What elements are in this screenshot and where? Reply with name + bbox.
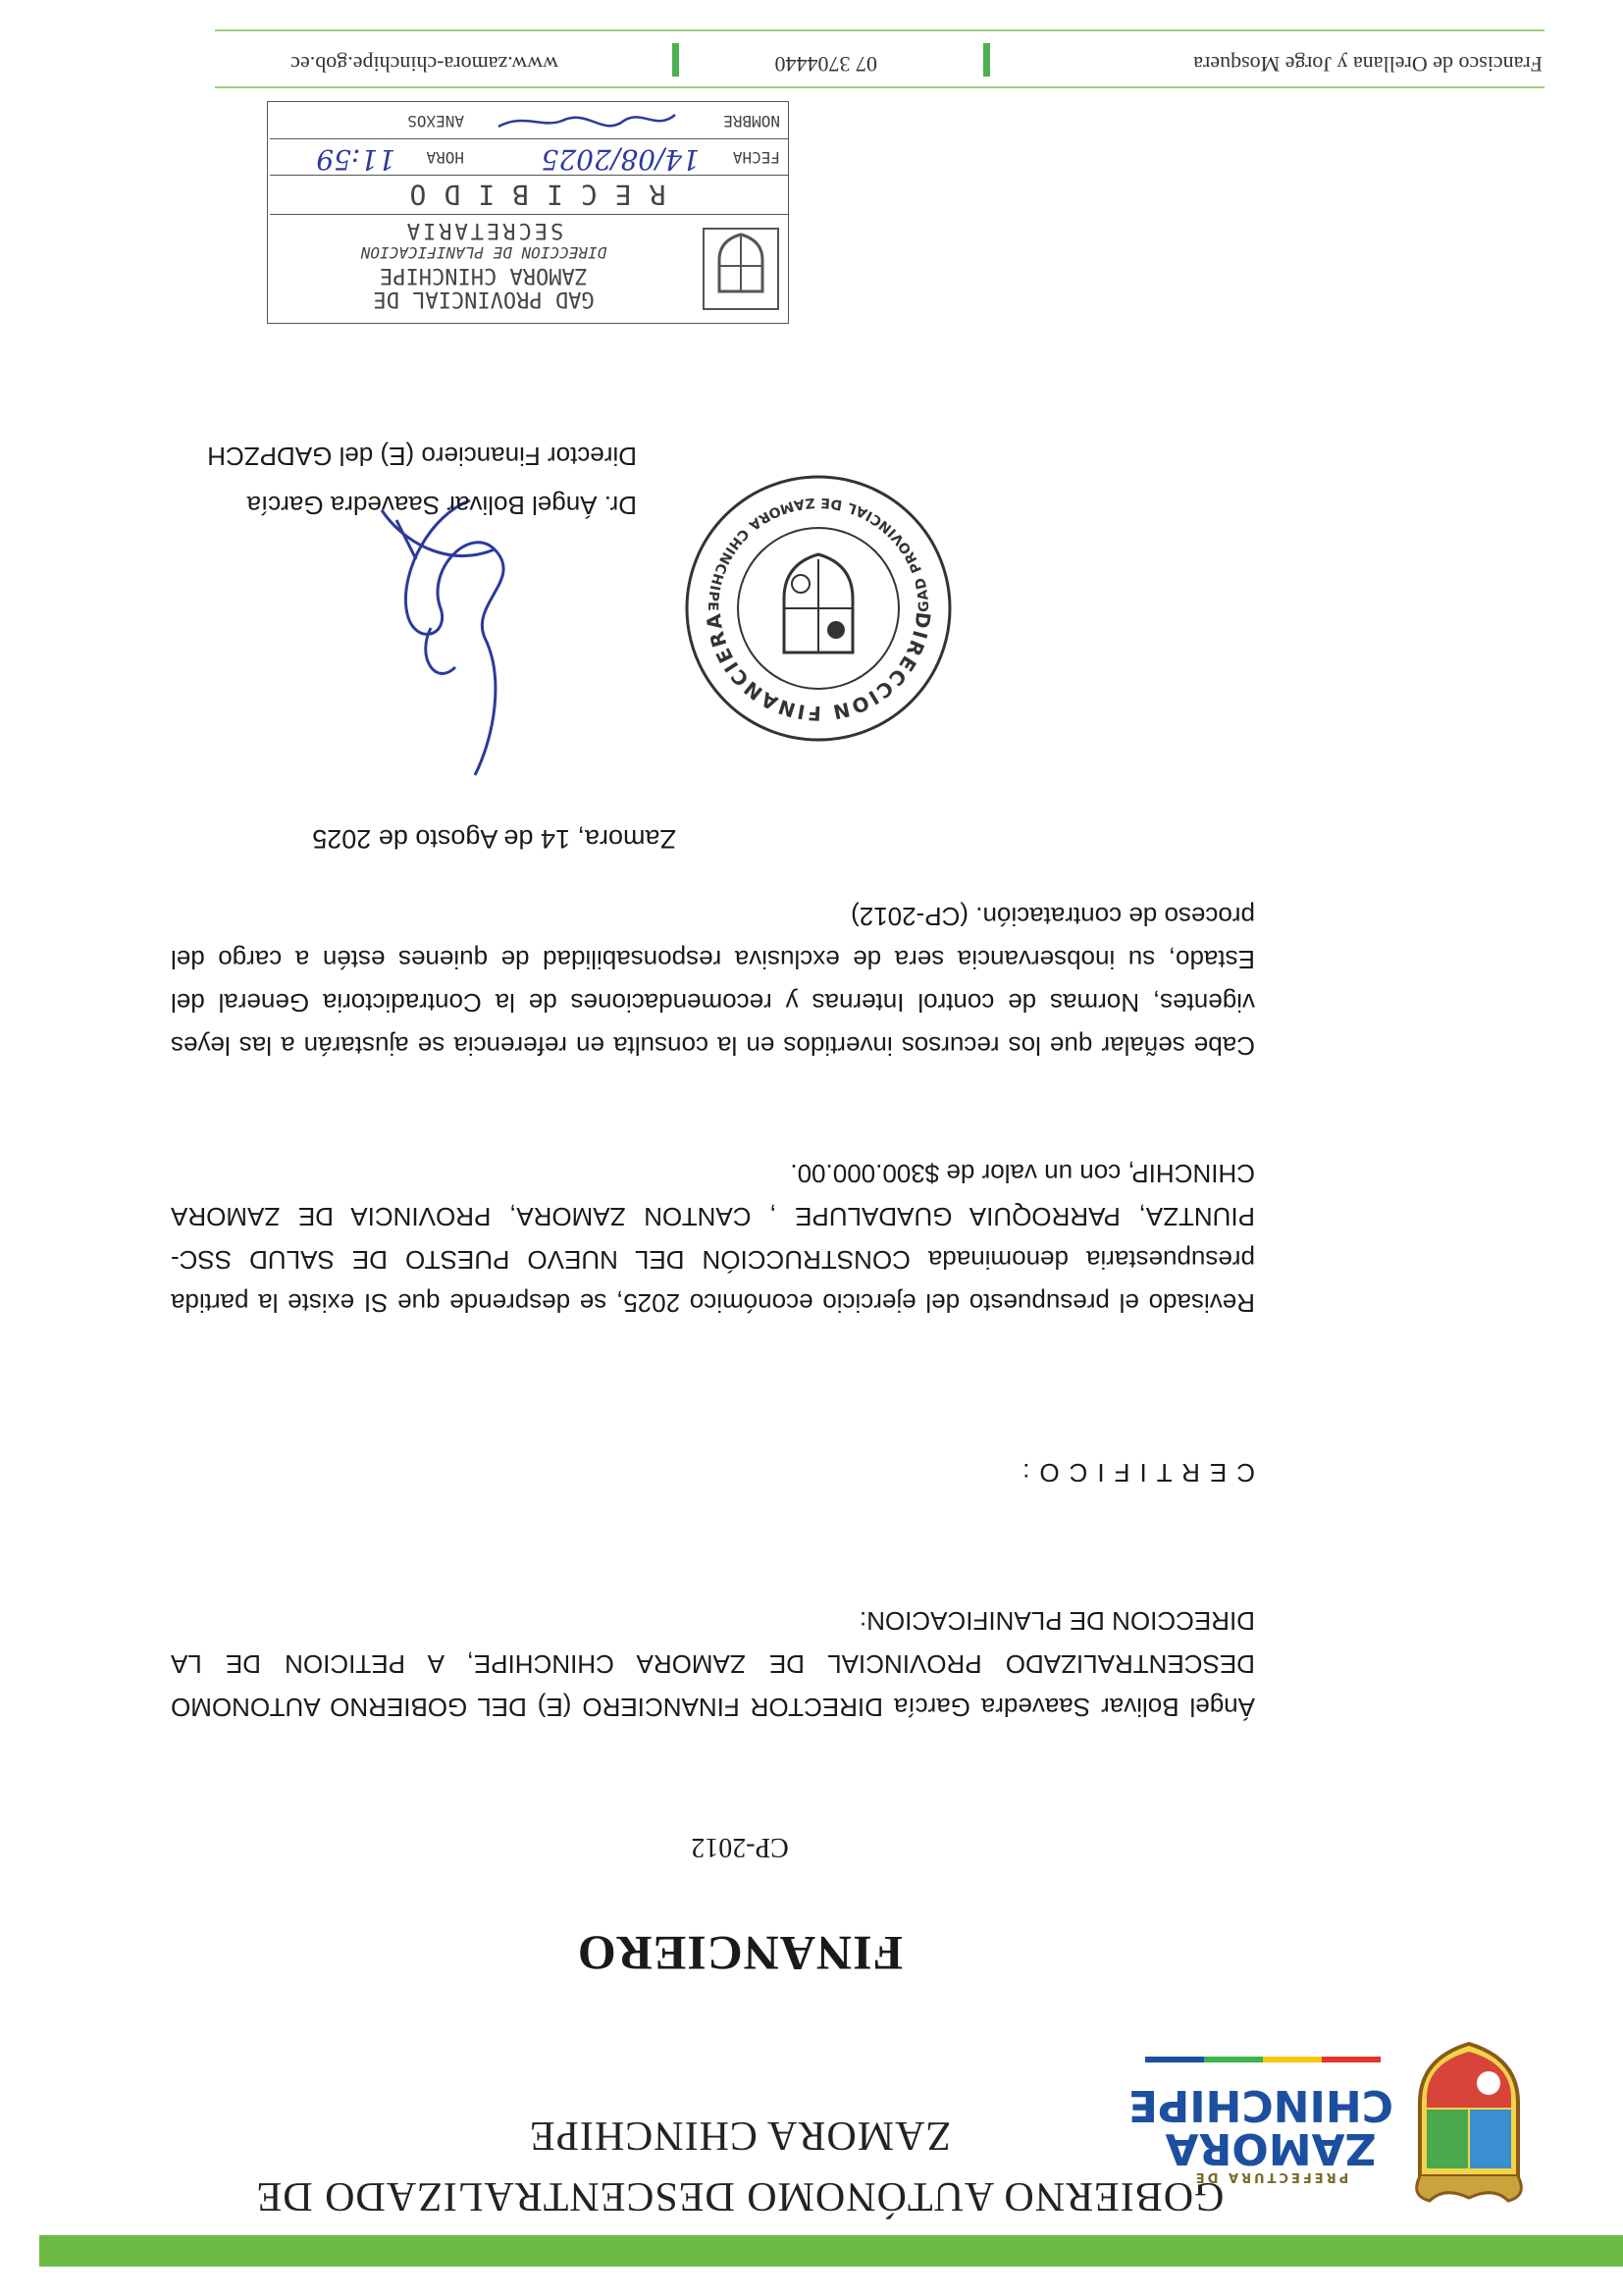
stamp-anexos-label: ANEXOS bbox=[407, 112, 464, 130]
footer-separator bbox=[983, 43, 990, 77]
footer-separator bbox=[672, 43, 679, 77]
footer-address: Francisco de Orellana y Jorge Mosquera bbox=[1193, 52, 1543, 77]
stamp-initials-signature-icon bbox=[494, 105, 680, 136]
document-date: Zamora, 14 de Agosto de 2025 bbox=[312, 824, 676, 854]
stamp-name-row bbox=[270, 103, 788, 138]
logo-color-strip bbox=[1145, 2057, 1381, 2062]
received-stamp bbox=[267, 101, 789, 324]
logo-name-line1: ZAMORA bbox=[1165, 2123, 1377, 2173]
footer-website: www.zamora-chinchipe.gob.ec bbox=[290, 52, 558, 77]
coat-of-arms-icon bbox=[1405, 2039, 1533, 2206]
stamp-fecha-value: 14/08/2025 bbox=[541, 143, 700, 176]
seal-top-text: DIRECCION FINANCIERA bbox=[701, 610, 936, 726]
stamp-date-row bbox=[270, 138, 788, 175]
footer-phone: 07 3704440 bbox=[774, 52, 877, 77]
footer-top-line bbox=[215, 86, 1544, 88]
stamp-line2: ZAMORA CHINCHIPE bbox=[380, 263, 588, 287]
signatory-role: Director Financiero (E) del GADPZCH bbox=[207, 442, 637, 471]
stamp-line4: SECRETARIA bbox=[403, 218, 564, 242]
header-title-line2: ZAMORA CHINCHIPE bbox=[528, 2113, 952, 2158]
official-seal-icon bbox=[681, 471, 956, 746]
handwritten-signature-icon bbox=[308, 481, 642, 795]
stamp-hora-label: HORA bbox=[426, 148, 464, 167]
header-title-line1: GOBIERNO AUTÓNOMO DESCENTRALIZADO DE bbox=[255, 2173, 1225, 2218]
intro-paragraph: Ángel Bolivar Saavedra García DIRECTOR FINANCIERO (E) DEL GOBIERNO AUTONOMO DESCENTRALIZADO PROVINCIAL DE ZAMORA CHINCHIPE, A PETICION DE LA DIRECCION DE PLANIFICACION: bbox=[171, 1606, 1255, 1722]
seal-bottom-text: GAD PROVINCIAL DE ZAMORA CHINCHIPE bbox=[704, 494, 933, 612]
compliance-paragraph: Cabe señalar que los recursos invertidos en la consulta en referencia se ajustarán a las leyes vigentes, Normas de control Internas y recomendaciones de la Contradictoria General del Estado, su inobservancia sera de exclusiva responsabilidad de quienes estén a cargo del proceso de contratación. (CP-2012) bbox=[171, 902, 1255, 1061]
budget-paragraph: Revisado el presupuesto del ejercicio económico 2025, se desprende que SI existe la partida presupuestaria denominada CONSTRUCCIÓN DEL NUEVO PUESTO DE SALUD SSC-PIUNTZA, PARROQUIA GUADALUPE , CANTON ZAMORA, PROVINCIA DE ZAMORA CHINCHIP, con un valor de $300.000.00. bbox=[171, 1159, 1255, 1318]
signatory-name: Dr. Ángel Bolivar Saavedra García bbox=[246, 491, 637, 520]
stamp-fecha-label: FECHA bbox=[732, 148, 780, 167]
stamp-line3: DIRECCION DE PLANIFICACION bbox=[360, 243, 607, 262]
certify-heading: CERTIFICO: bbox=[1013, 1458, 1255, 1487]
certificate-code: CP-2012 bbox=[691, 1832, 789, 1862]
footer-bottom-line bbox=[215, 29, 1544, 31]
logo-prefix: PREFECTURA DE bbox=[1192, 2169, 1349, 2184]
stamp-received-label: RECIBIDO bbox=[270, 175, 788, 213]
header-green-bar bbox=[39, 2235, 1623, 2267]
stamp-hora-value: 11:59 bbox=[316, 143, 395, 176]
logo-name-line2: CHINCHIPE bbox=[1127, 2080, 1393, 2130]
stamp-crest-icon bbox=[702, 227, 780, 311]
department-heading: FINANCIERO bbox=[576, 1926, 904, 1981]
stamp-line1: GAD PROVINCIAL DE bbox=[373, 287, 595, 311]
stamp-nombre-label: NOMBRE bbox=[723, 112, 780, 130]
